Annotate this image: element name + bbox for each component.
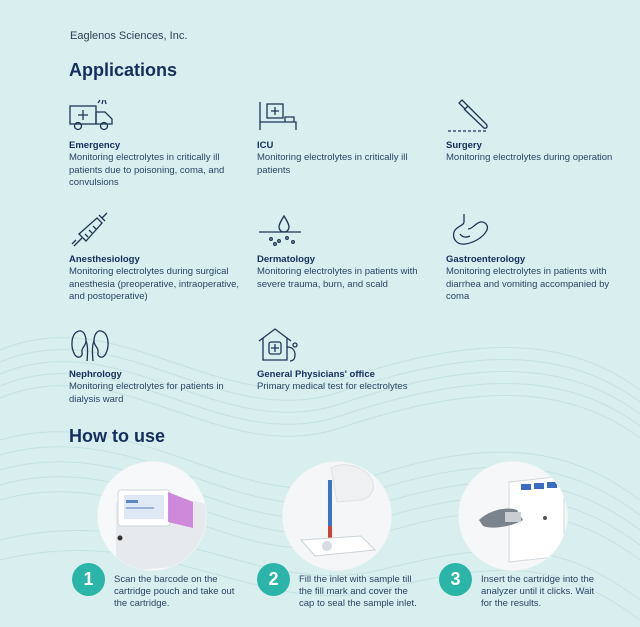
- app-title: Surgery: [446, 140, 482, 151]
- step-3-number: 3: [439, 563, 472, 596]
- app-description: Monitoring electrolytes during operation: [446, 152, 613, 163]
- app-description: Monitoring electrolytes in critically ill patients due to poisoning, coma, and convulsions: [69, 152, 225, 188]
- scalpel-icon: [446, 98, 492, 134]
- app-title: Dermatology: [257, 254, 316, 265]
- application-emergency: [69, 98, 254, 190]
- app-description: Primary medical test for electrolytes: [257, 381, 408, 392]
- application-gastroenterology: [446, 212, 631, 304]
- step-3-text: Insert the cartridge into the analyzer until it clicks. Wait for the results.: [481, 574, 595, 609]
- app-description: Monitoring electrolytes in patients with diarrhea and vomiting accompanied by coma: [446, 266, 610, 302]
- step-3-photo: [458, 461, 568, 571]
- application-dermatology: [257, 212, 442, 291]
- app-description: Monitoring electrolytes for patients in dialysis ward: [69, 381, 224, 405]
- step-1-number: 1: [72, 563, 105, 596]
- ambulance-icon: [69, 98, 115, 134]
- app-title: Emergency: [69, 140, 121, 151]
- app-title: Anesthesiology: [69, 254, 140, 265]
- app-title: ICU: [257, 140, 274, 151]
- how-to-use-heading: How to use: [69, 426, 166, 446]
- application-general-physicians: [257, 327, 442, 394]
- skin-drop-icon: [257, 212, 303, 248]
- step-1-photo: [97, 461, 207, 571]
- app-description: Monitoring electrolytes during surgical anesthesia (preoperative, intraoperative, and postoperative): [69, 266, 240, 302]
- app-title: General Physicians' office: [257, 369, 375, 380]
- application-anesthesiology: [69, 212, 254, 304]
- stomach-icon: [446, 212, 492, 248]
- hospital-bed-icon: [257, 98, 303, 134]
- application-surgery: [446, 98, 631, 165]
- syringe-icon: [69, 212, 115, 248]
- application-icu: [257, 98, 442, 177]
- app-description: Monitoring electrolytes in patients with severe trauma, burn, and scald: [257, 266, 418, 290]
- application-nephrology: [69, 327, 254, 406]
- app-description: Monitoring electrolytes in critically ill patients: [257, 152, 408, 176]
- company-name: Eaglenos Sciences, Inc.: [70, 30, 188, 42]
- step-2-number: 2: [257, 563, 290, 596]
- app-title: Gastroenterology: [446, 254, 526, 265]
- step-2-text: Fill the inlet with sample till the fill mark and cover the cap to seal the sample inlet.: [299, 574, 417, 609]
- app-title: Nephrology: [69, 369, 122, 380]
- step-2-photo: [282, 461, 392, 571]
- step-1-text: Scan the barcode on the cartridge pouch and take out the cartridge.: [114, 574, 235, 609]
- kidneys-icon: [69, 327, 115, 363]
- clinic-stethoscope-icon: [257, 327, 303, 363]
- applications-heading: Applications: [69, 60, 178, 80]
